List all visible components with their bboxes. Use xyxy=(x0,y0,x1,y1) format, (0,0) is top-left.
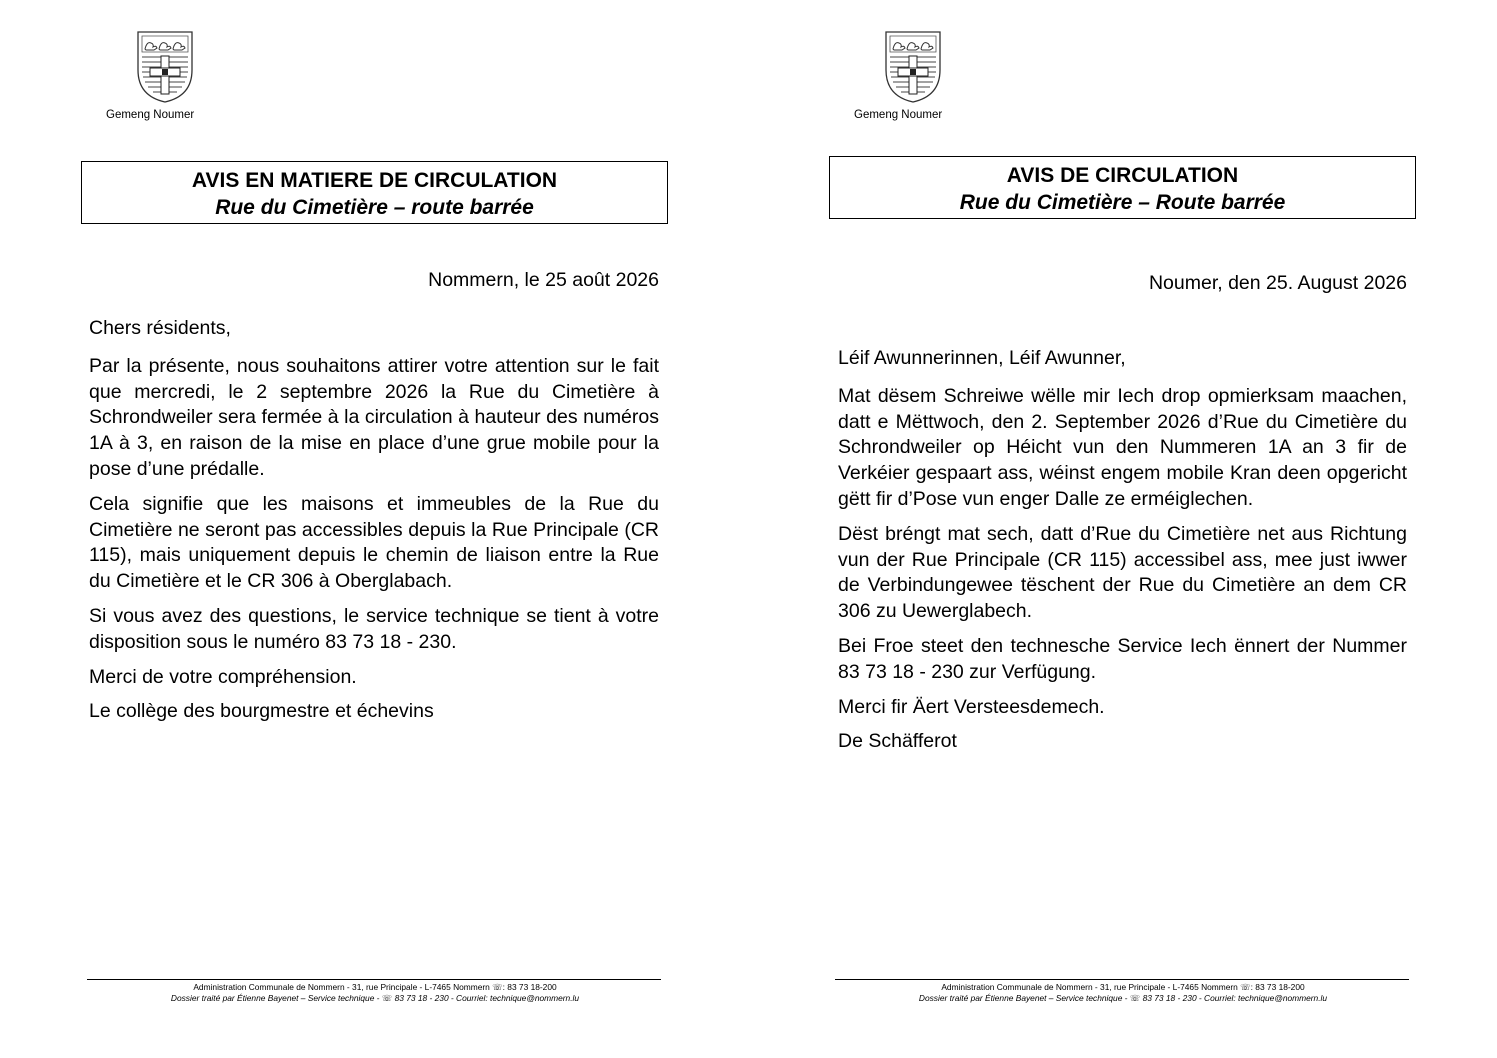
footer-rule xyxy=(87,979,661,980)
paragraph: Mat dësem Schreiwe wëlle mir Iech drop opmierksam maachen, datt e Mëttwoch, den 2. September 2026 d’Rue du Cimetière du Schrondweiler op Héicht vun den Nummeren 1A an 3 fir de Verkéier gespaart ass, wéinst engem mobile Kran deen opgericht gëtt fir d’Pose vun enger Dalle ze erméiglechen. xyxy=(838,384,1407,510)
greeting: Chers résidents, xyxy=(89,317,231,339)
coat-of-arms-logo xyxy=(884,30,942,104)
letter-body xyxy=(89,316,659,734)
page-french xyxy=(0,0,748,1058)
footer-address: Administration Communale de Nommern - 31, rue Principale - L-7465 Nommern ☏: 83 73 18-200 xyxy=(941,982,1305,992)
paragraph: Bei Froe steet den technesche Service Iech ënnert der Nummer 83 73 18 - 230 zur Verfügung. xyxy=(838,634,1407,683)
signature: De Schäfferot xyxy=(838,730,957,753)
footer-contact: Dossier traité par Étienne Bayenet – Service technique - ☏ 83 73 18 - 230 - Courriel: technique@nommern.lu xyxy=(170,993,580,1003)
notice-subtitle: Rue du Cimetière – Route barrée xyxy=(959,191,1286,214)
footer-contact: Dossier traité par Étienne Bayenet – Service technique - ☏ 83 73 18 - 230 - Courriel: technique@nommern.lu xyxy=(918,993,1328,1003)
coat-of-arms-logo xyxy=(136,30,194,104)
signature: Le collège des bourgmestre et échevins xyxy=(89,700,434,723)
closing: Merci fir Äert Versteesdemech. xyxy=(838,695,1105,718)
footer xyxy=(75,982,675,1004)
closing: Merci de votre compréhension. xyxy=(89,665,357,688)
date-line: Nommern, le 25 août 2026 xyxy=(428,269,659,291)
page-luxembourgish xyxy=(748,0,1496,1058)
title-box xyxy=(829,156,1416,219)
footer-rule xyxy=(835,979,1409,980)
footer-address: Administration Communale de Nommern - 31, rue Principale - L-7465 Nommern ☏: 83 73 18-200 xyxy=(193,982,557,992)
paragraph: Par la présente, nous souhaitons attirer votre attention sur le fait que mercredi, le 2 septembre 2026 la Rue du Cimetière à Schrondweiler sera fermée à la circulation à hauteur des numéros 1A à 3, en raison de la mise en place d’une grue mobile pour la pose d’une prédalle. xyxy=(89,354,659,480)
notice-title: AVIS EN MATIERE DE CIRCULATION xyxy=(191,169,558,192)
date-line: Noumer, den 25. August 2026 xyxy=(1148,272,1407,294)
notice-title: AVIS DE CIRCULATION xyxy=(1006,164,1239,187)
municipality-name: Gemeng Noumer xyxy=(854,109,943,121)
greeting: Léif Awunnerinnen, Léif Awunner, xyxy=(838,347,1126,369)
paragraph: Cela signifie que les maisons et immeubles de la Rue du Cimetière ne seront pas accessibles depuis la Rue Principale (CR 115), mais uniquement depuis le chemin de liaison entre la Rue du Cimetière et le CR 306 à Oberglabach. xyxy=(89,492,659,593)
letter-body xyxy=(838,346,1407,764)
paragraph: Dëst bréngt mat sech, datt d’Rue du Cimetière net aus Richtung vun der Rue Principale (CR 115) accessibel ass, mee just iwwer de Verbindungewee tëschent der Rue du Cimetière an dem CR 306 zu Uewerglabech. xyxy=(838,522,1407,623)
notice-subtitle: Rue du Cimetière – route barrée xyxy=(215,196,534,219)
footer xyxy=(823,982,1423,1004)
paragraph: Si vous avez des questions, le service technique se tient à votre disposition sous le numéro 83 73 18 - 230. xyxy=(89,604,659,653)
title-box xyxy=(81,161,668,224)
municipality-name: Gemeng Noumer xyxy=(106,109,195,121)
